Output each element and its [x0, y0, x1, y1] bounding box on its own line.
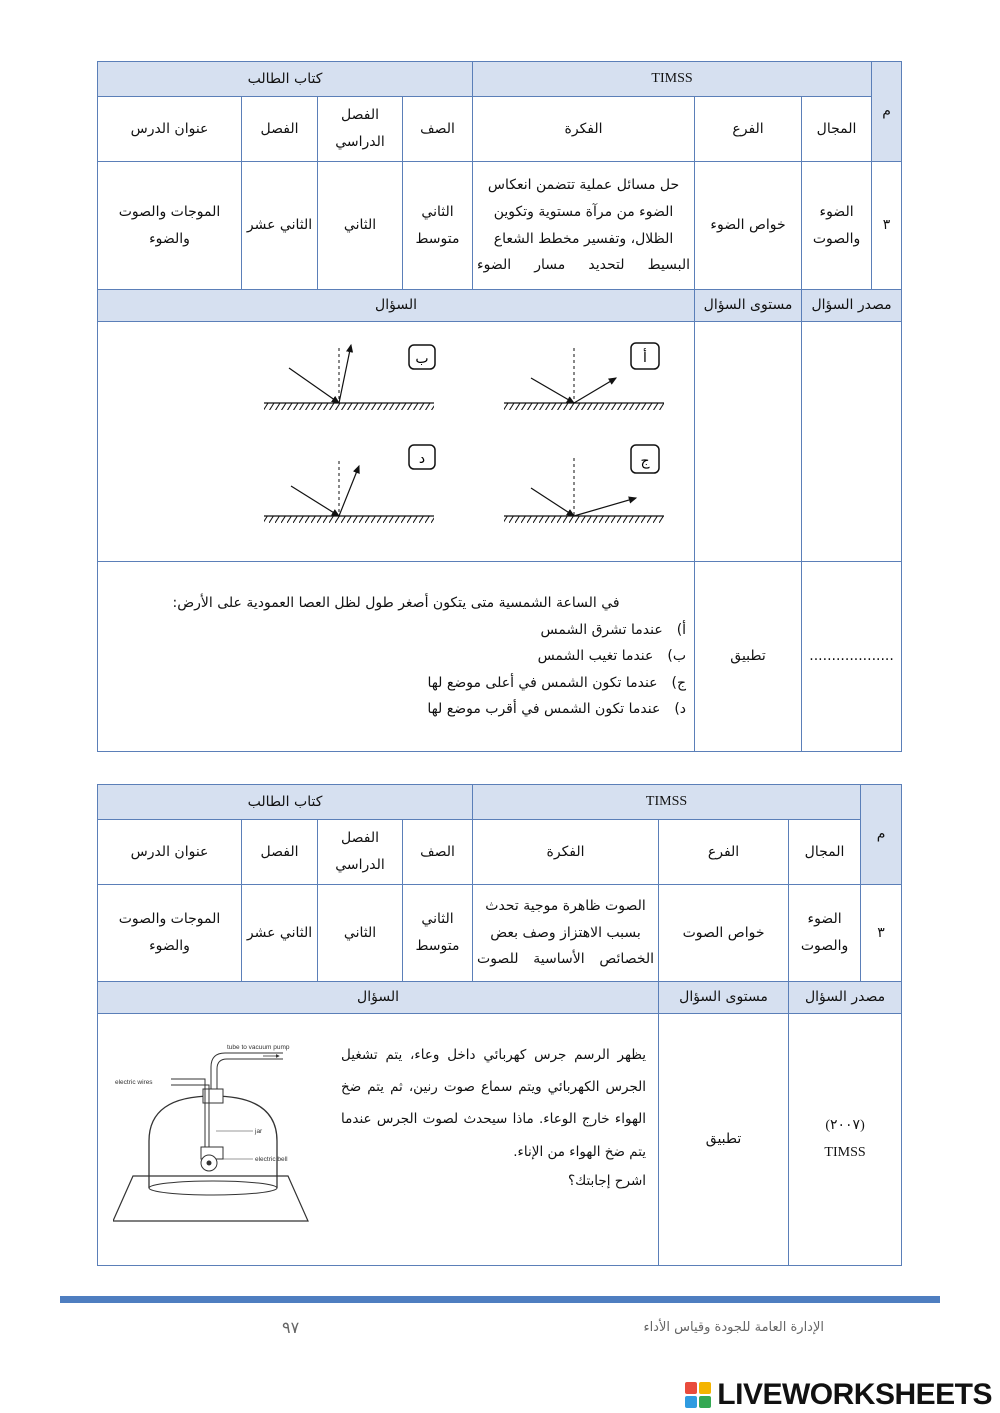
diagram-a	[504, 343, 664, 410]
page-number: ٩٧	[282, 1318, 300, 1337]
q2-option-b-key: ب)	[667, 648, 687, 665]
label-source: مصدر السؤال	[802, 290, 902, 322]
subheader-branch: الفرع	[659, 820, 789, 885]
header-timss: TIMSS	[473, 62, 872, 97]
q3-prompt: اشرح إجابتك؟	[567, 1173, 647, 1190]
q2-stem: في الساعة الشمسية متى يتكون أصغر طول لظل العصا العمودية على الأرض:	[172, 595, 620, 612]
q2-option-a-key: أ)	[676, 621, 687, 638]
row-grade: الثاني متوسط	[403, 885, 473, 982]
q3-level: تطبيق	[659, 1014, 789, 1266]
label-bell: electric bell	[255, 1155, 288, 1163]
q2-option-c-key: ج)	[671, 674, 687, 691]
q1-source	[802, 322, 902, 562]
subheader-lesson: عنوان الدرس	[98, 820, 242, 885]
label-level: مستوى السؤال	[695, 290, 802, 322]
header-m: م	[872, 62, 902, 162]
subheader-semester: الفصل الدراسي	[318, 97, 403, 162]
label-question: السؤال	[98, 982, 659, 1014]
subheader-semester: الفصل الدراسي	[318, 820, 403, 885]
header-timss: TIMSS	[473, 785, 861, 820]
q3-stem: يظهر الرسم جرس كهربائي داخل وعاء، يتم تشغيل الجرس الكهربائي ويتم سماع صوت رنين، ثم يتم ضخ الهواء خارج الوعاء. ماذا سيحدث لصوت الجرس عندما يتم ضخ الهواء من الإناء.	[341, 1046, 647, 1160]
row-idea: الصوت ظاهرة موجية تحدث بسبب الاهتزاز وصف بعض الخصائص الأساسية للصوت	[473, 885, 659, 982]
q2-option-b-text: عندما تغيب الشمس	[537, 648, 654, 665]
q2-option-c[interactable]	[102, 670, 690, 697]
diagram-c	[504, 445, 664, 523]
label-c: ج	[640, 452, 650, 469]
subheader-branch: الفرع	[695, 97, 802, 162]
label-d: د	[418, 450, 426, 467]
subheader-chapter: الفصل	[242, 97, 318, 162]
logo-text: LIVEWORKSHEETS	[717, 1378, 992, 1411]
subheader-grade: الصف	[403, 820, 473, 885]
label-question: السؤال	[98, 290, 695, 322]
subheader-chapter: الفصل	[242, 820, 318, 885]
q2-option-d-text: عندما تكون الشمس في أقرب موضع لها	[427, 701, 661, 718]
q3-text-block	[341, 1039, 646, 1196]
subheader-field: المجال	[802, 97, 872, 162]
diagram-b	[264, 345, 435, 410]
row-m: ٣	[861, 885, 902, 982]
row-lesson: الموجات والصوت والضوء	[98, 162, 242, 290]
subheader-idea: الفكرة	[473, 97, 695, 162]
label-source: مصدر السؤال	[789, 982, 902, 1014]
row-branch: خواص الضوء	[695, 162, 802, 290]
liveworksheets-logo	[685, 1378, 992, 1412]
row-field: الضوء والصوت	[802, 162, 872, 290]
row-idea: حل مسائل عملية تتضمن انعكاس الضوء من مرآة مستوية وتكوين الظلال، وتفسير مخطط الشعاع البسيط لتحديد مسار الضوء	[473, 162, 695, 290]
row-branch: خواص الصوت	[659, 885, 789, 982]
subheader-field: المجال	[789, 820, 861, 885]
q3-question	[98, 1014, 659, 1266]
q2-option-c-text: عندما تكون الشمس في أعلى موضع لها	[427, 674, 658, 691]
table-light-question	[97, 61, 902, 752]
q2-level: تطبيق	[695, 562, 802, 752]
q2-option-d[interactable]	[102, 696, 690, 723]
label-b: ب	[415, 350, 429, 367]
header-student-book: كتاب الطالب	[98, 785, 473, 820]
subheader-grade: الصف	[403, 97, 473, 162]
q3-source-name: TIMSS	[824, 1144, 866, 1160]
label-jar: jar	[255, 1127, 263, 1135]
department-name: الإدارة العامة للجودة وقياس الأداء	[643, 1320, 824, 1335]
footer-bar	[60, 1296, 940, 1303]
q1-level	[695, 322, 802, 562]
q2-option-d-key: د)	[674, 701, 687, 718]
label-a: أ	[643, 349, 647, 366]
q2-question	[98, 562, 695, 752]
bell-jar-diagram	[113, 1041, 333, 1241]
q2-option-b[interactable]	[102, 643, 690, 670]
label-pump: tube to vacuum pump	[227, 1043, 290, 1051]
q2-option-a[interactable]	[102, 617, 690, 644]
table-sound-question	[97, 784, 902, 1266]
row-field: الضوء والصوت	[789, 885, 861, 982]
q2-source: ...................	[802, 562, 902, 752]
subheader-lesson: عنوان الدرس	[98, 97, 242, 162]
row-chapter: الثاني عشر	[242, 885, 318, 982]
reflection-diagrams	[119, 323, 694, 561]
row-lesson: الموجات والصوت والضوء	[98, 885, 242, 982]
label-wires: electric wires	[115, 1078, 153, 1086]
header-student-book: كتاب الطالب	[98, 62, 473, 97]
q2-option-a-text: عندما تشرق الشمس	[540, 621, 663, 638]
row-semester: الثاني	[318, 162, 403, 290]
q3-source	[789, 1014, 902, 1266]
label-level: مستوى السؤال	[659, 982, 789, 1014]
diagram-d	[264, 445, 435, 523]
row-semester: الثاني	[318, 885, 403, 982]
logo-icon	[685, 1382, 711, 1408]
subheader-idea: الفكرة	[473, 820, 659, 885]
row-grade: الثاني متوسط	[403, 162, 473, 290]
reflection-figure-cell	[98, 322, 695, 562]
row-m: ٣	[872, 162, 902, 290]
row-chapter: الثاني عشر	[242, 162, 318, 290]
header-m: م	[861, 785, 902, 885]
q3-source-year: (٢٠٠٧)	[825, 1117, 865, 1133]
